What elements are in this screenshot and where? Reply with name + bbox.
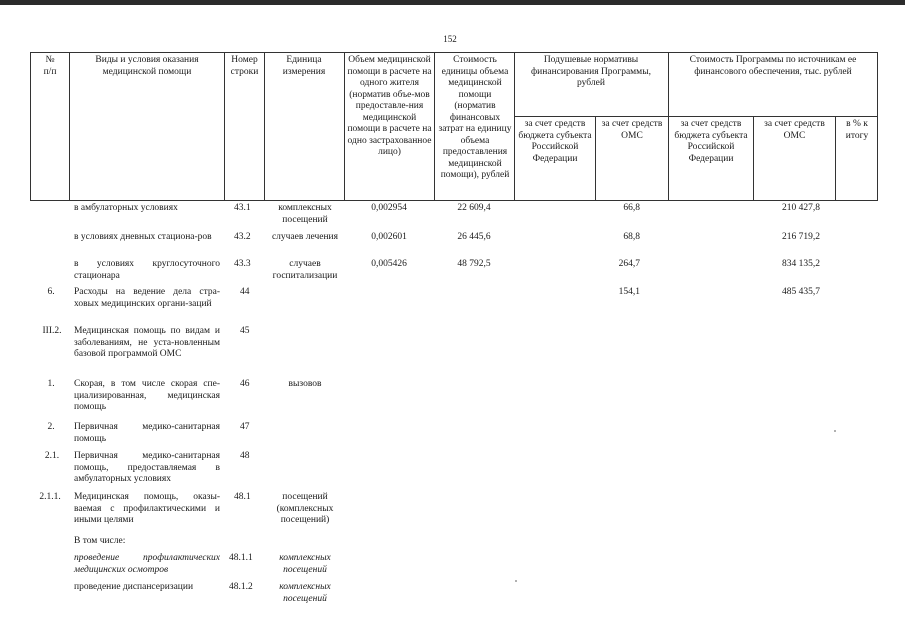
row-unit: посещений (комплексных посещений) [276,492,334,525]
row-name: проведение диспансеризации [74,582,194,592]
scan-speck [834,430,836,432]
row-cost: 48 792,5 [457,259,491,269]
row-volume: 0,002601 [371,232,407,242]
row-name: Расходы на ведение дела стра-ховых медицинских органи-заций [74,287,220,309]
header-kinds: Виды и условия оказания медицинской помощи [95,55,199,77]
row-line: 43.1 [234,203,251,213]
row-name: Медицинская помощь, оказы-ваемая с профилактическими и иными целями [74,492,220,525]
row-line: 44 [240,287,250,297]
row-prog-oms: 210 427,8 [782,203,820,213]
header-percap-oms: за счет средств ОМС [601,119,663,141]
header-volume: Объем медицинской помощи в расчете на одного жителя (норматив объе-мов предоставле-ния медицинской помощи в расчете на одно застрахованное лицо) [347,55,432,157]
row-cost: 22 609,4 [457,203,491,213]
row-percap-oms: 264,7 [618,259,640,269]
row-line: 43.3 [234,259,251,269]
header-prog-budget: за счет средств бюджета субъекта Российской Федерации [674,119,748,164]
header-bottom-border [30,200,878,201]
col-border [835,116,836,200]
row-unit: комплексных посещений [279,553,331,575]
col-border [264,52,265,200]
subheader-rule [514,116,878,117]
row-name: в амбулаторных условиях [74,203,178,213]
row-line: 48.1.2 [229,582,253,592]
row-name: В том числе: [74,536,126,546]
row-prog-oms: 485 435,7 [782,287,820,297]
row-unit: комплексных посещений [278,203,332,225]
row-volume: 0,005426 [371,259,407,269]
row-percap-oms: 66,8 [623,203,640,213]
header-program: Стоимость Программы по источникам ее финансового обеспечения, тыс. рублей [689,55,857,77]
row-name: проведение профилактических медицинских осмотров [74,553,220,575]
row-unit: случаев лечения [271,232,339,242]
header-num: № п/п [43,55,57,77]
row-num: 6. [47,287,55,297]
row-num: 2.1.1. [39,492,61,502]
row-line: 46 [240,379,250,389]
row-unit: случаев госпитализации [272,259,338,281]
header-percap-budget: за счет средств бюджета субъекта Российской Федерации [518,119,592,164]
page-number: 152 [443,34,457,44]
top-edge-rule [0,0,905,5]
header-cost: Стоимость единицы объема медицинской помощи (норматив финансовых затрат на единицу объема предоставления медицинской помощи), рублей [438,55,512,180]
row-name: Скорая, в том числе скорая спе-циализированная, медицинская помощь [74,379,220,412]
row-name: в условиях круглосуточного стационара [74,259,220,281]
scan-speck [515,580,517,582]
header-prog-pct: в % к итогу [845,119,869,141]
row-line: 48 [240,451,250,461]
col-border [595,116,596,200]
row-num: 1. [47,379,55,389]
col-border [668,52,669,200]
row-line: 48.1.1 [229,553,253,563]
col-border [753,116,754,200]
header-line: Номер строки [230,55,259,77]
row-unit: комплексных посещений [279,582,331,604]
col-border [69,52,70,200]
row-num: III.2. [42,326,62,336]
row-line: 43.2 [234,232,251,242]
row-name: Первичная медико-санитарная помощь [74,422,220,444]
row-cost: 26 445,6 [457,232,491,242]
row-prog-oms: 216 719,2 [782,232,820,242]
col-border [434,52,435,200]
row-name: в условиях дневных стациона-ров [74,232,212,242]
col-border [344,52,345,200]
row-volume: 0,002954 [371,203,407,213]
col-border [514,52,515,200]
table-top-border [30,52,878,53]
row-line: 47 [240,422,250,432]
row-num: 2. [47,422,55,432]
row-line: 45 [240,326,250,336]
row-percap-oms: 68,8 [623,232,640,242]
row-name: Медицинская помощь по видам и заболеваниям, не уста-новленным базовой программой ОМС [74,326,220,359]
row-line: 48.1 [234,492,251,502]
col-border [877,52,878,200]
header-unit: Единица измерения [282,55,326,77]
row-name: Первичная медико-санитарная помощь, предоставляемая в амбулаторных условиях [74,451,220,484]
row-unit: вызовов [288,379,322,389]
row-num: 2.1. [44,451,60,461]
row-percap-oms: 154,1 [618,287,640,297]
header-prog-oms: за счет средств ОМС [764,119,825,141]
header-percap: Подушевые нормативы финансирования Программы, рублей [531,55,651,88]
row-prog-oms: 834 135,2 [782,259,820,269]
